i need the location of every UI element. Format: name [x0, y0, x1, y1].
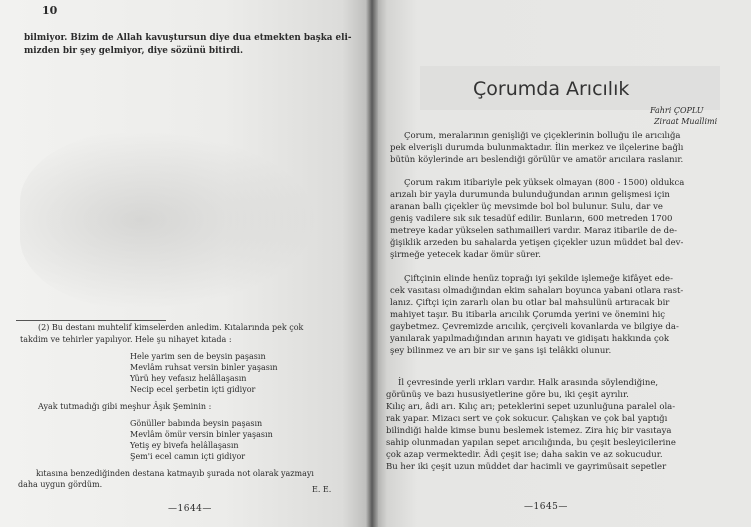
body-line: metreye kadar yükselen sathımailleri vardır. Maraz itibarile de de-: [390, 226, 678, 236]
bottom-page-number: —1645—: [524, 502, 568, 512]
verse-line: Yetiş ey bivefa helâllaşasın: [130, 441, 239, 450]
article-title: Çorumda Arıcılık: [473, 78, 630, 100]
text-line: mizden bir şey gelmiyor, diye sözünü bitirdi.: [24, 46, 244, 56]
author-name: Fahri ÇOPLU: [650, 106, 704, 115]
body-line: Kılıç arı, âdi arı. Kılıç arı; peteklerini sepet uzunluğuna paralel ola-: [386, 402, 676, 412]
body-line: geniş vadilere sık sık tesadüf edilir. Bunların, 600 metreden 1700: [390, 214, 673, 224]
verse-line: Hele yarim sen de beysin paşasın: [130, 352, 266, 361]
body-line: Çiftçinin elinde henüz toprağı iyi şekilde işlemeğe kifâyet ede-: [404, 274, 673, 284]
body-line: rak yapar. Mizacı sert ve çok sokucur. Çalışkan ve çok bal yaptığı: [386, 414, 668, 424]
body-line: lanız. Çiftçi için zararlı olan bu otlar bal mahsulünü artıracak bir: [390, 298, 670, 308]
verse-line: Mevlâm ömür versin binler yaşasın: [130, 430, 273, 439]
body-line: arızalı bir yayla durumunda bulunduğundan arının gelişmesi için: [390, 190, 670, 200]
body-line: sahip olunmadan yapılan sepet arıcılığında, bu çeşit besleyicilerine: [386, 438, 676, 448]
verse-line: Yürü hey vefasız helâllaşasın: [130, 374, 247, 383]
footnote-line: (2) Bu destanı muhtelif kimselerden anledim. Kıtalarında pek çok: [38, 323, 304, 332]
verse-line: Mevlâm ruhsat versin binler yaşasın: [130, 363, 278, 372]
body-line: Çorum, meralarının genişliği ve çiçeklerinin bolluğu ile arıcılığa: [404, 131, 681, 141]
verse-line: Necip ecel şerbetin içti gidiyor: [130, 385, 256, 394]
footnote-line: kıtasına benzediğinden destana katmayıb şurada not olarak yazmayı: [36, 469, 314, 478]
body-line: aranan ballı çiçekler üç mevsimde bol bol bulunur. Sulu, dar ve: [390, 202, 663, 212]
body-line: cek vasıtası olmadığından ekim sahaları boyunca yabani otlara rast-: [390, 286, 684, 296]
footnote-line: daha uygun gördüm.: [18, 480, 103, 489]
body-line: çok azap vermektedir. Âdi çeşit ise; daha sakin ve az sokucudur.: [386, 450, 663, 460]
page-shadow: [20, 130, 320, 310]
verse-line: Şem'i ecel camın içti gidiyor: [130, 452, 246, 461]
body-line: bütün köylerinde arı beslendiği görülür ve amatör arıcılara raslanır.: [390, 155, 684, 165]
body-line: yanılarak yapılmadığından arının hayatı ve gidişatı hakkında çok: [390, 334, 670, 344]
body-line: Çorum rakım itibariyle pek yüksek olmayan (800 - 1500) oldukca: [404, 178, 685, 188]
footnote-rule: [16, 320, 166, 321]
verse-line: Gönüller babında beysin paşasın: [130, 419, 263, 428]
footnote-line: takdim ve tehirler yapılıyor. Hele şu nihayet kıtada :: [20, 335, 232, 344]
page-number: 10: [42, 4, 58, 17]
body-line: İl çevresinde yerli ırkları vardır. Halk arasında söylendiğine,: [398, 378, 659, 388]
body-line: şey bilinmez ve arı bir sır ve şans işi telâkki olunur.: [390, 346, 612, 356]
body-line: mahiyet taşır. Bu itibarla arıcılık Çorumda yerini ve önemini hiç: [390, 310, 666, 320]
footnote-line: Ayak tutmadığı gibi meşhur Âşık Şeminin :: [38, 402, 212, 411]
body-line: görünüş ve bazı hususiyetlerine göre bu, iki çeşit ayrılır.: [386, 390, 629, 400]
author-initials: E. E.: [312, 485, 332, 494]
body-line: Bu her iki çeşit uzun müddet dar hacimli ve gayrimüsait sepetler: [386, 462, 667, 472]
body-line: şirmeğe yetecek kadar ömür sürer.: [390, 250, 541, 260]
body-line: pek elverişli durumda bulunmaktadır. İlin merkez ve ilçelerine bağlı: [390, 143, 684, 153]
left-page: [0, 0, 372, 527]
body-line: gaybetmez. Çevremizde arıcılık, çerçiveli kovanlarda ve bilgiye da-: [390, 322, 679, 332]
book-gutter: [366, 0, 378, 527]
body-line: bilindiği halde kimse bunu beslemek istemez. Zira hiç bir vasıtaya: [386, 426, 672, 436]
body-line: ğişiklik arzeden bu sahalarda yetişen çiçekler uzun müddet bal dev-: [390, 238, 684, 248]
author-role: Ziraat Muallimi: [654, 117, 718, 126]
text-line: bilmiyor. Bizim de Allah kavuştursun diye dua etmekten başka eli-: [24, 33, 352, 43]
bottom-page-number: —1644—: [168, 504, 212, 514]
